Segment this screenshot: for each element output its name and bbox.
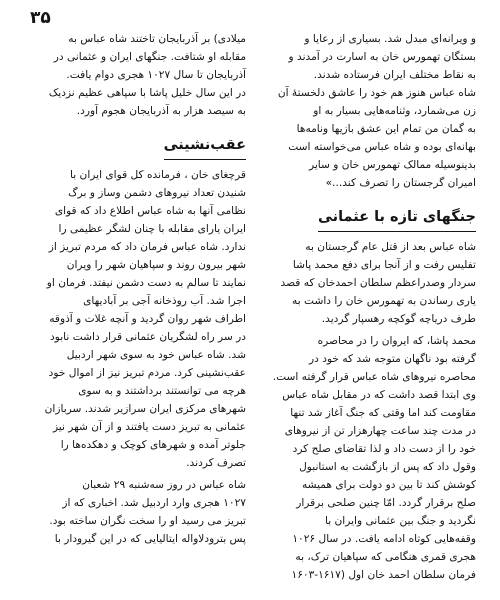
text-line: بهانه‌ای بوده و شاه عباس می‌خواسته است <box>288 141 476 153</box>
paragraph-retreat <box>36 166 246 472</box>
text-line: شاه عباس هنوز هم خود را عاشق دلخستهٔ آن <box>277 87 476 99</box>
quote-paragraph <box>266 30 476 192</box>
text-line: طرف دریاچه گوکچه رهسپار گردید. <box>321 313 476 325</box>
text-line: تفلیس رفت و از آنجا برای دفع محمد پاشا <box>292 259 476 271</box>
text-line: و ویرانه‌ای مبدل شد. بسیاری از رعایا و <box>304 33 476 45</box>
text-line: سردار وصدراعظم سلطان احمدخان که قصد <box>280 277 476 289</box>
text-line: شنیدن تعداد نیروهای دشمن وساز و برگ <box>68 187 246 199</box>
text-line: نگردید و جنگ بین عثمانی وایران با <box>324 515 476 527</box>
text-line: شهرهای مرکزی ایران سرازیر شدند. سربازان <box>44 403 246 415</box>
text-line: نمایند تا سالم به دست دشمن نیفتد. فرمان او <box>46 277 246 289</box>
text-line: وی ابتدا قصد داشت که در مقابل شاه عباس <box>282 389 476 401</box>
section-heading-ottoman-wars: جنگهای تازه با عثمانی <box>318 206 476 232</box>
text-line: گرفته بود ناگهان متوجه شد که خود در <box>309 353 476 365</box>
text-line: مقاومت کند اما وقتی که جنگ آغاز شد تنها <box>290 407 476 419</box>
text-line: هرچه می توانستند برداشتند و به سوی <box>78 385 246 397</box>
text-line: خود را از دست داد و لذا تقاضای صلح کرد <box>292 443 476 455</box>
section-heading-retreat: عقب‌نشینی <box>164 134 246 160</box>
text-line: شد. شاه عباس خود به سوی شهر اردبیل <box>66 349 246 361</box>
text-line: بدینوسیله ممالک تهمورس خان و سایر <box>308 159 476 171</box>
text-line: محمد پاشا، که ایروان را در محاصره <box>317 335 476 347</box>
text-line: به نقاط مختلف ایران فرستاده شدند. <box>313 69 476 81</box>
text-line: وقول داد که پس از بازگشت به استانبول <box>299 461 476 473</box>
text-line: عثمانی به تبریز دست یافتند و از آن شهر نیز <box>52 421 246 433</box>
text-line: ندارد. شاه عباس فرمان داد که مردم تبریز از <box>48 241 246 253</box>
paragraph-mohammad-pasha <box>266 332 476 584</box>
text-line: صلح برقرار گردد. امّا چنین صلحی برقرار <box>296 497 476 509</box>
page-number: ۳۵ <box>30 8 51 28</box>
text-line: یاری رساندن به تهمورس خان را داشت به <box>292 295 476 307</box>
text-line: در مدت چند ساعت چهارهزار تن از نیروهای <box>284 425 476 437</box>
paragraph-shah-abbas-tiflis <box>266 238 476 328</box>
text-line: اجرا شد. آب روذخانه آجی بر آبادیهای <box>83 295 246 307</box>
paragraph-ardabil <box>36 476 246 548</box>
text-line: شاه عباس بعد از قتل عام گرجستان به <box>305 241 476 253</box>
text-line: اطراف شهر روان گردید و آنچه غلات و آذوقه <box>49 313 246 325</box>
text-line: تصرف کردند. <box>186 457 246 469</box>
text-line: به گمان من تمام این عشق بازیها ونامه‌ها <box>296 123 476 135</box>
text-line: نظامی آنها به شاه عباس اطلاع داد که قوای <box>54 205 246 217</box>
left-column <box>36 30 246 552</box>
text-line: جلوتر آمده و شهرهای کوچک و دهکده‌ها را <box>60 439 246 451</box>
text-line: شاه عباس در روز سه‌شنبه ۲۹ شعبان <box>82 479 246 491</box>
text-line: در سر راه لشگریان عثمانی قرار داشت نابود <box>50 331 246 343</box>
text-line: ایران یارای مقابله با چنان لشگر عظیمی را <box>58 223 246 235</box>
paragraph-azerbaijan-attack <box>36 30 246 120</box>
text-line: میلادی) بر آذربایجان تاختند شاه عباس به <box>68 33 246 45</box>
text-line: زن می‌شمارد، وثنامه‌هایی بسیار به او <box>313 105 476 117</box>
text-line: عقب‌نشینی کرد. مردم تبریز نیز از اموال خود <box>48 367 246 379</box>
text-line: تبریز می رسید او را سخت نگران ساخته بود. <box>49 515 246 527</box>
text-line: شهر بیرون روند و سپاهیان شهر را ویران <box>66 259 246 271</box>
text-line: وقفه‌هایی کوتاه ادامه یافت. در سال ۱۰۲۶ <box>292 533 476 545</box>
text-line: بستگان تهمورس خان به اسارت در آمدند و <box>288 51 476 63</box>
text-line: به سیصد هزار به آذربایجان هجوم آورد. <box>76 105 246 117</box>
text-line: هجری قمری هنگامی که سپاهیان ترک، به <box>295 551 476 563</box>
right-column <box>266 30 476 588</box>
text-line: محاصره نیروهای شاه عباس قرار گرفته است. <box>272 371 476 383</box>
text-line: پس بترودلاواله ایتالیایی که در این گیرودار با <box>54 533 246 545</box>
text-line: کوشش کند تا بین دو دولت برای همیشه <box>301 479 476 491</box>
text-line: در این سال خلیل پاشا با سپاهی عظیم نزدیک <box>48 87 246 99</box>
text-line: ۱۰۲۷ هجری وارد اردبیل شد. اخباری که از <box>62 497 246 509</box>
text-line: امیران گرجستان را تصرف کند...» <box>325 177 476 189</box>
text-line: مقابله او شتافت. جنگهای ایران و عثمانی در <box>53 51 246 63</box>
text-line: آذربایجان تا سال ۱۰۲۷ هجری دوام یافت. <box>66 69 246 81</box>
text-line: قرچغای خان ، فرمانده کل قوای ایران با <box>70 169 246 181</box>
text-line: فرمان سلطان احمد خان اول (۱۶۱۷-۱۶۰۳ <box>291 569 476 581</box>
